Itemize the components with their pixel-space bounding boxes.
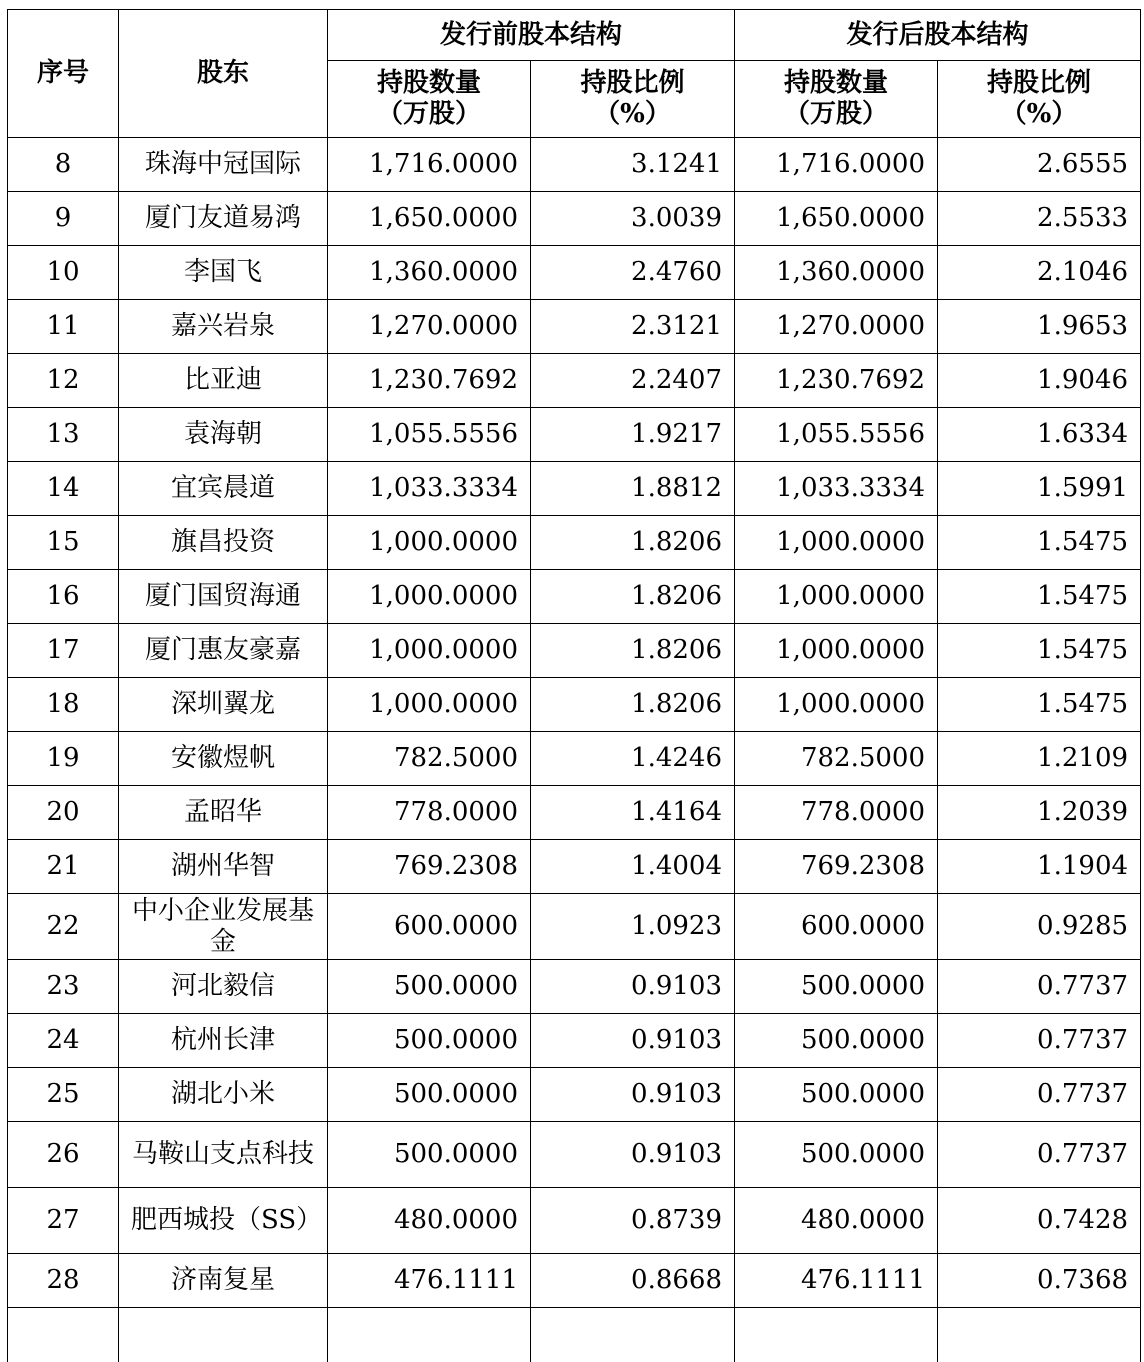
cell-after-ratio: 1.2109: [938, 732, 1141, 786]
table-row: [8, 1014, 1141, 1068]
cell-before-shares: 782.5000: [328, 732, 531, 786]
cell-seq: 21: [8, 840, 119, 894]
header-line: （%）: [1000, 99, 1078, 129]
continuation-cell: [735, 1308, 938, 1362]
header-line: 持股数量: [784, 68, 889, 98]
cell-after-shares: 500.0000: [735, 1014, 938, 1068]
table-row: [8, 408, 1141, 462]
cell-after-ratio: 0.7737: [938, 1122, 1141, 1188]
cell-before-shares: 778.0000: [328, 786, 531, 840]
cell-seq: 8: [8, 138, 119, 192]
cell-before-ratio: 3.1241: [531, 138, 735, 192]
cell-holder: 旗昌投资: [119, 516, 328, 570]
header-line: 持股比例: [987, 68, 1092, 98]
table-row: [8, 732, 1141, 786]
cell-holder: 安徽煜帆: [119, 732, 328, 786]
cell-holder: 孟昭华: [119, 786, 328, 840]
cell-before-shares: 600.0000: [328, 894, 531, 960]
table-row: [8, 1122, 1141, 1188]
cell-after-ratio: 2.6555: [938, 138, 1141, 192]
cell-holder: 深圳翼龙: [119, 678, 328, 732]
header-line: （%）: [594, 99, 671, 129]
cell-holder: 宜宾晨道: [119, 462, 328, 516]
cell-after-shares: 500.0000: [735, 1122, 938, 1188]
continuation-cell: [119, 1308, 328, 1362]
cell-before-shares: 480.0000: [328, 1188, 531, 1254]
cell-seq: 16: [8, 570, 119, 624]
cell-after-shares: 1,033.3334: [735, 462, 938, 516]
cell-after-shares: 1,000.0000: [735, 516, 938, 570]
cell-holder: 湖州华智: [119, 840, 328, 894]
cell-after-ratio: 1.2039: [938, 786, 1141, 840]
cell-before-ratio: 2.4760: [531, 246, 735, 300]
cell-before-ratio: 0.9103: [531, 960, 735, 1014]
table-row: [8, 1068, 1141, 1122]
cell-before-shares: 1,716.0000: [328, 138, 531, 192]
table-row: [8, 894, 1141, 960]
cell-holder: 珠海中冠国际: [119, 138, 328, 192]
cell-before-shares: 1,000.0000: [328, 678, 531, 732]
cell-after-shares: 1,000.0000: [735, 570, 938, 624]
cell-holder: 袁海朝: [119, 408, 328, 462]
table-row: [8, 1254, 1141, 1308]
cell-after-ratio: 0.7737: [938, 960, 1141, 1014]
cell-after-ratio: 1.5475: [938, 678, 1141, 732]
cell-seq: 17: [8, 624, 119, 678]
cell-before-ratio: 2.3121: [531, 300, 735, 354]
cell-after-ratio: 0.7428: [938, 1188, 1141, 1254]
cell-holder: 马鞍山支点科技: [119, 1122, 328, 1188]
cell-after-shares: 769.2308: [735, 840, 938, 894]
table-row: [8, 570, 1141, 624]
cell-after-shares: 1,055.5556: [735, 408, 938, 462]
header-seq: 序号: [8, 10, 119, 138]
cell-seq: 22: [8, 894, 119, 960]
cell-holder: 厦门惠友豪嘉: [119, 624, 328, 678]
cell-seq: 25: [8, 1068, 119, 1122]
cell-before-shares: 1,230.7692: [328, 354, 531, 408]
cell-after-ratio: 0.7737: [938, 1014, 1141, 1068]
shareholding-table-wrapper: [7, 9, 1141, 1362]
header-after-ratio: [938, 61, 1141, 138]
cell-seq: 18: [8, 678, 119, 732]
cell-seq: 26: [8, 1122, 119, 1188]
cell-before-ratio: 1.8206: [531, 516, 735, 570]
cell-seq: 24: [8, 1014, 119, 1068]
table-body: [8, 138, 1141, 1362]
cell-after-ratio: 0.7368: [938, 1254, 1141, 1308]
cell-after-shares: 1,000.0000: [735, 678, 938, 732]
cell-seq: 10: [8, 246, 119, 300]
header-line: 持股数量: [376, 68, 481, 98]
header-line: （万股）: [784, 99, 889, 129]
cell-after-shares: 600.0000: [735, 894, 938, 960]
header-group-before: 发行前股本结构: [328, 10, 735, 61]
header-before-shares: [328, 61, 531, 138]
cell-after-ratio: 1.9653: [938, 300, 1141, 354]
cell-after-shares: 782.5000: [735, 732, 938, 786]
cell-seq: 27: [8, 1188, 119, 1254]
header-after-shares: [735, 61, 938, 138]
cell-before-shares: 1,033.3334: [328, 462, 531, 516]
table-row: [8, 840, 1141, 894]
cell-before-ratio: 1.8206: [531, 624, 735, 678]
table-row: [8, 1188, 1141, 1254]
cell-before-shares: 1,000.0000: [328, 570, 531, 624]
table-row: [8, 678, 1141, 732]
cell-holder: 厦门国贸海通: [119, 570, 328, 624]
header-line: （万股）: [376, 99, 481, 129]
cell-before-shares: 1,360.0000: [328, 246, 531, 300]
cell-holder: 中小企业发展基金: [119, 894, 328, 960]
cell-before-shares: 500.0000: [328, 960, 531, 1014]
table-row: [8, 300, 1141, 354]
cell-seq: 9: [8, 192, 119, 246]
cell-after-ratio: 1.5475: [938, 516, 1141, 570]
cell-after-ratio: 1.6334: [938, 408, 1141, 462]
cell-after-shares: 1,000.0000: [735, 624, 938, 678]
cell-seq: 20: [8, 786, 119, 840]
cell-holder: 李国飞: [119, 246, 328, 300]
continuation-cell: [938, 1308, 1141, 1362]
cell-before-ratio: 0.9103: [531, 1122, 735, 1188]
cell-after-shares: 1,650.0000: [735, 192, 938, 246]
header-before-ratio: [531, 61, 735, 138]
cell-before-ratio: 0.8739: [531, 1188, 735, 1254]
cell-before-ratio: 3.0039: [531, 192, 735, 246]
cell-before-ratio: 2.2407: [531, 354, 735, 408]
table-row: [8, 624, 1141, 678]
cell-after-shares: 476.1111: [735, 1254, 938, 1308]
cell-after-ratio: 1.5991: [938, 462, 1141, 516]
cell-after-ratio: 2.5533: [938, 192, 1141, 246]
cell-before-ratio: 0.9103: [531, 1068, 735, 1122]
cell-after-shares: 500.0000: [735, 1068, 938, 1122]
cell-after-ratio: 1.1904: [938, 840, 1141, 894]
cell-after-ratio: 1.5475: [938, 624, 1141, 678]
cell-before-ratio: 1.8812: [531, 462, 735, 516]
cell-before-ratio: 1.4246: [531, 732, 735, 786]
cell-seq: 15: [8, 516, 119, 570]
continuation-cell: [8, 1308, 119, 1362]
shareholding-table: [7, 9, 1141, 1362]
cell-seq: 28: [8, 1254, 119, 1308]
cell-holder: 肥西城投（SS）: [119, 1188, 328, 1254]
cell-holder: 河北毅信: [119, 960, 328, 1014]
cell-holder: 比亚迪: [119, 354, 328, 408]
cell-seq: 11: [8, 300, 119, 354]
table-row: [8, 246, 1141, 300]
table-row: [8, 354, 1141, 408]
cell-holder: 济南复星: [119, 1254, 328, 1308]
cell-after-ratio: 0.9285: [938, 894, 1141, 960]
cell-holder: 嘉兴岩泉: [119, 300, 328, 354]
cell-after-ratio: 1.9046: [938, 354, 1141, 408]
cell-before-shares: 476.1111: [328, 1254, 531, 1308]
cell-seq: 12: [8, 354, 119, 408]
cell-before-ratio: 1.0923: [531, 894, 735, 960]
cell-seq: 13: [8, 408, 119, 462]
cell-after-shares: 778.0000: [735, 786, 938, 840]
cell-after-ratio: 1.5475: [938, 570, 1141, 624]
cell-before-shares: 1,000.0000: [328, 624, 531, 678]
cell-before-ratio: 0.9103: [531, 1014, 735, 1068]
cell-before-shares: 500.0000: [328, 1122, 531, 1188]
cell-seq: 19: [8, 732, 119, 786]
table-row: [8, 516, 1141, 570]
cell-holder: 杭州长津: [119, 1014, 328, 1068]
cell-holder: 厦门友道易鸿: [119, 192, 328, 246]
cell-before-ratio: 1.4004: [531, 840, 735, 894]
cell-after-shares: 1,230.7692: [735, 354, 938, 408]
table-row: [8, 462, 1141, 516]
cell-before-shares: 1,270.0000: [328, 300, 531, 354]
cell-before-ratio: 1.4164: [531, 786, 735, 840]
cell-after-shares: 1,270.0000: [735, 300, 938, 354]
table-row-continuation: [8, 1308, 1141, 1362]
cell-after-shares: 1,716.0000: [735, 138, 938, 192]
cell-before-shares: 1,000.0000: [328, 516, 531, 570]
cell-after-shares: 500.0000: [735, 960, 938, 1014]
continuation-cell: [531, 1308, 735, 1362]
cell-before-shares: 769.2308: [328, 840, 531, 894]
cell-after-shares: 480.0000: [735, 1188, 938, 1254]
cell-before-ratio: 0.8668: [531, 1254, 735, 1308]
cell-after-shares: 1,360.0000: [735, 246, 938, 300]
cell-before-shares: 1,650.0000: [328, 192, 531, 246]
header-line: 持股比例: [580, 68, 685, 98]
header-group-after: 发行后股本结构: [735, 10, 1141, 61]
cell-seq: 23: [8, 960, 119, 1014]
cell-before-ratio: 1.9217: [531, 408, 735, 462]
cell-after-ratio: 0.7737: [938, 1068, 1141, 1122]
cell-before-ratio: 1.8206: [531, 678, 735, 732]
cell-before-shares: 500.0000: [328, 1068, 531, 1122]
table-row: [8, 786, 1141, 840]
table-row: [8, 138, 1141, 192]
continuation-cell: [328, 1308, 531, 1362]
cell-before-shares: 1,055.5556: [328, 408, 531, 462]
table-row: [8, 192, 1141, 246]
table-row: [8, 960, 1141, 1014]
cell-before-shares: 500.0000: [328, 1014, 531, 1068]
cell-seq: 14: [8, 462, 119, 516]
cell-holder: 湖北小米: [119, 1068, 328, 1122]
header-holder: 股东: [119, 10, 328, 138]
cell-after-ratio: 2.1046: [938, 246, 1141, 300]
cell-before-ratio: 1.8206: [531, 570, 735, 624]
